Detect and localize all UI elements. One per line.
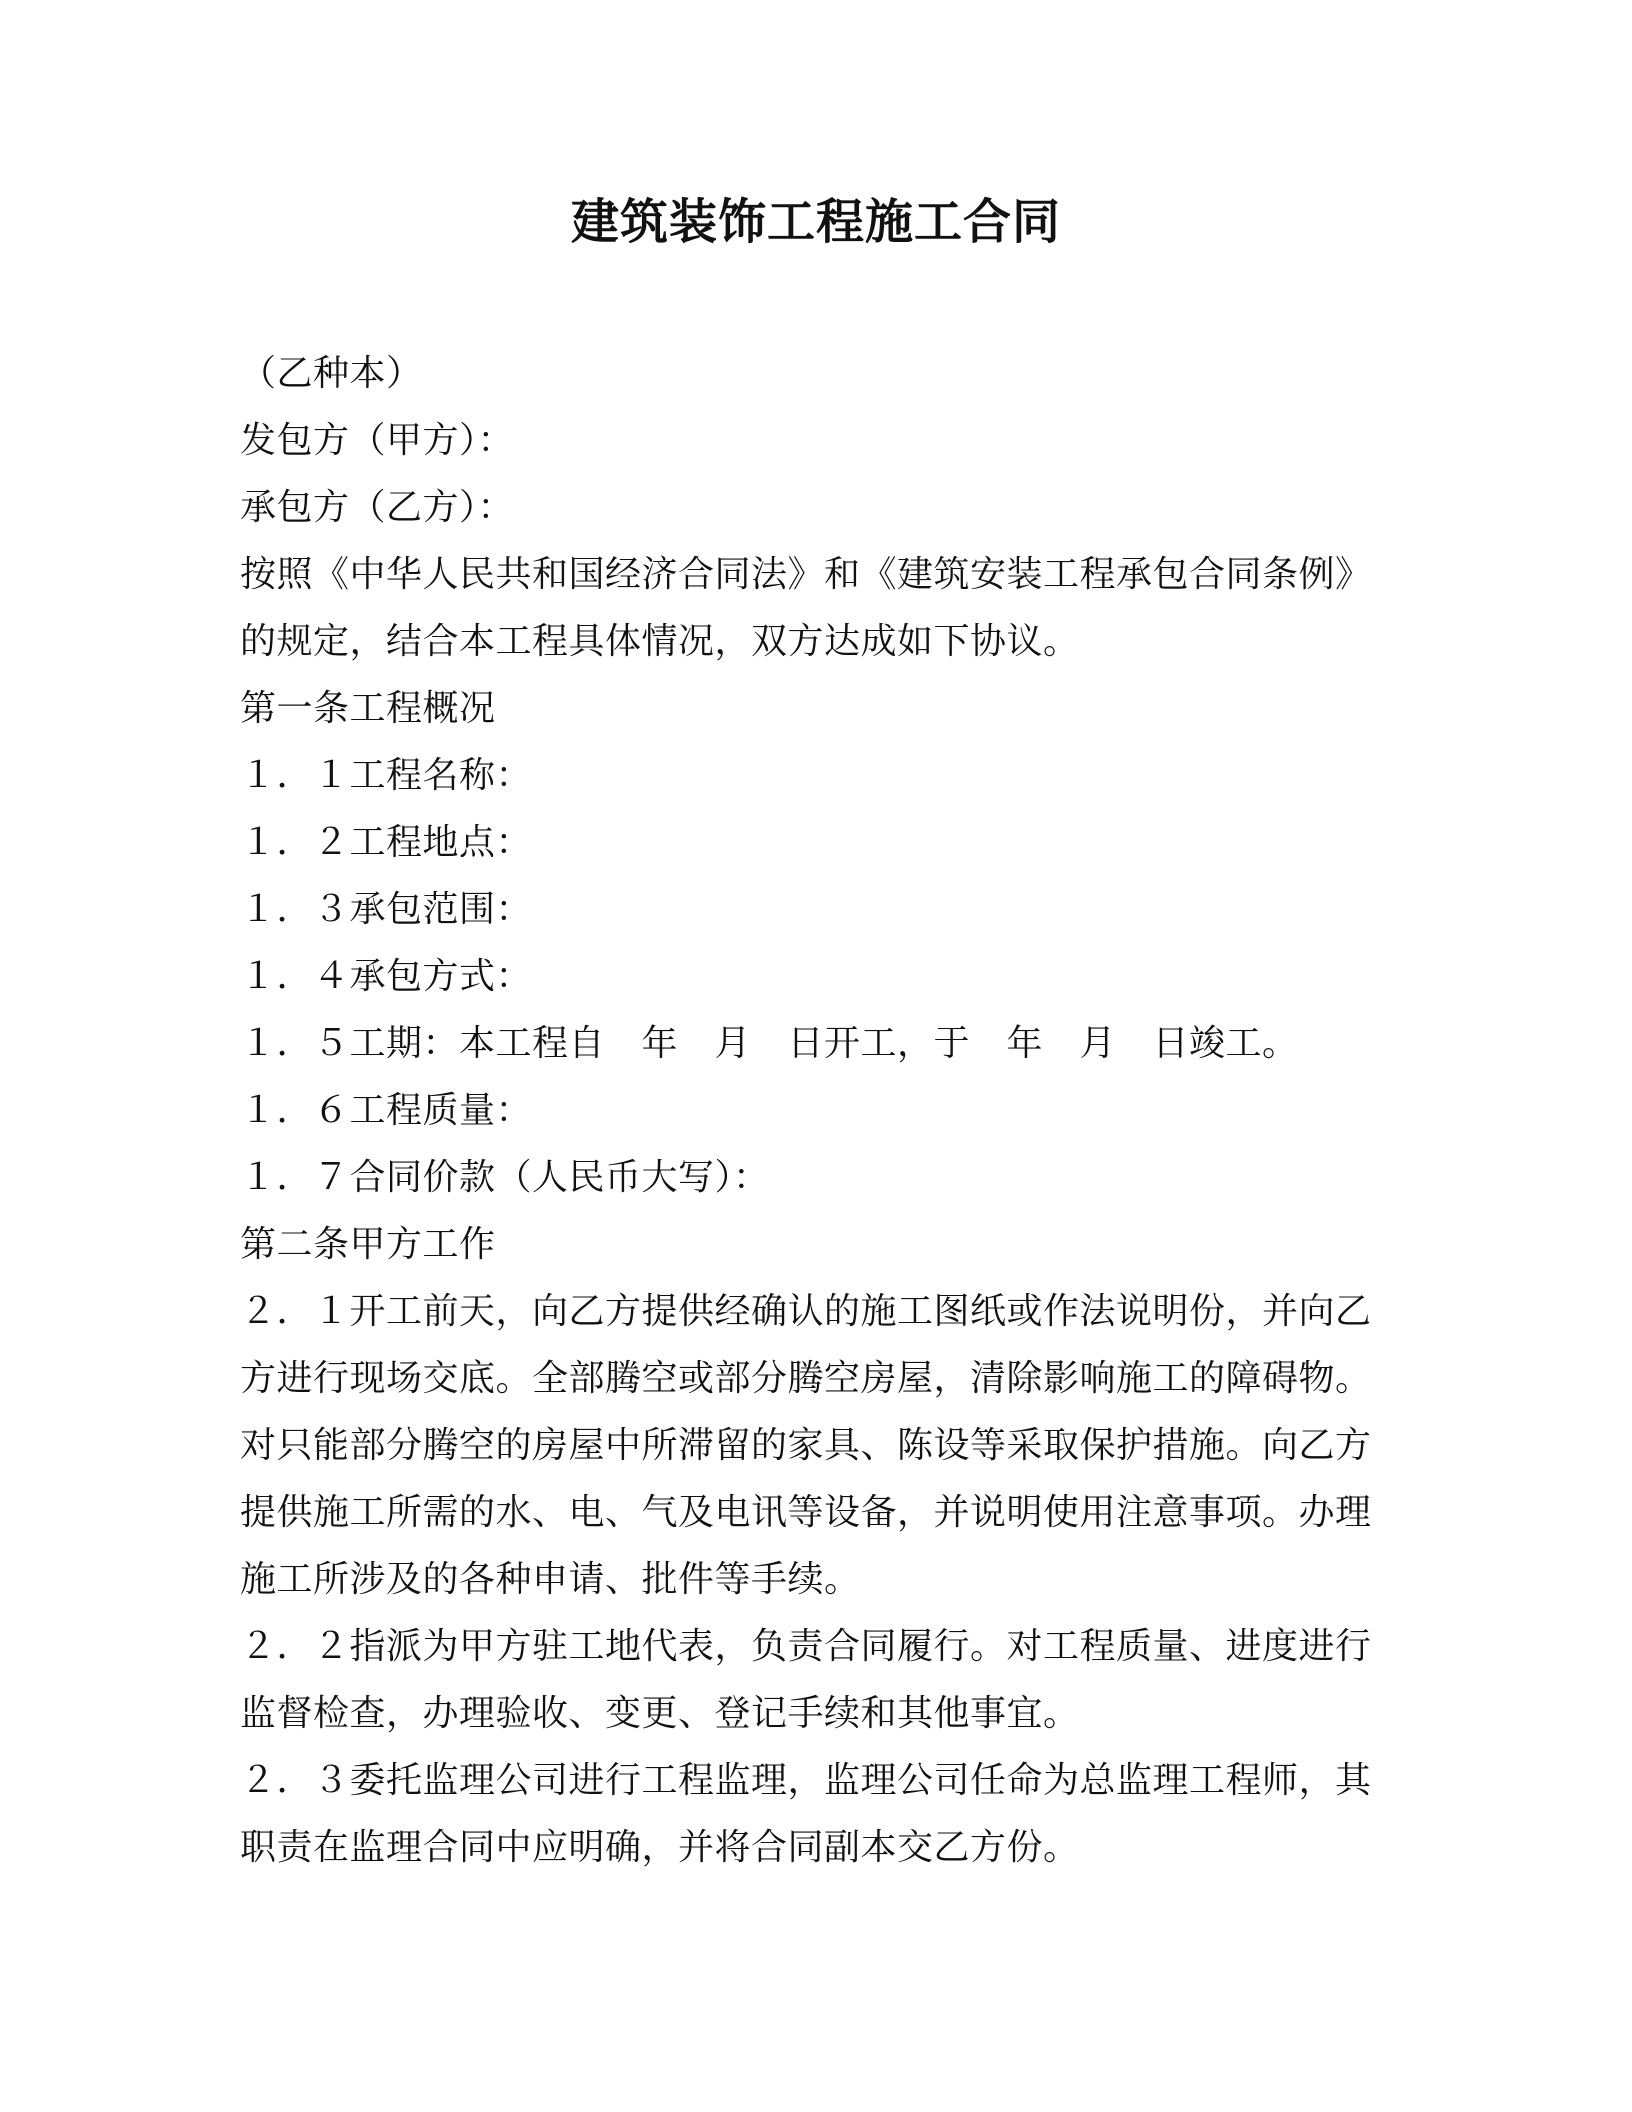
clause-2-1-continued: 对只能部分腾空的房屋中所滞留的家具、陈设等采取保护措施。向乙方 [240,1425,1372,1466]
clause-1-6: １．６工程质量： [240,1090,533,1131]
text-line-preamble: 按照《中华人民共和国经济合同法》和《建筑安装工程承包合同条例》 [240,554,1372,595]
text-line-version: （乙种本） [240,353,423,394]
clause-1-3: １．３承包范围： [240,889,533,930]
text-line-preamble: 的规定，结合本工程具体情况，双方达成如下协议。 [240,621,1080,662]
clause-2-1-continued: 方进行现场交底。全部腾空或部分腾空房屋，清除影响施工的障碍物。 [240,1358,1372,1399]
clause-1-5: １．５工期：本工程自 年 月 日开工，于 年 月 日竣工。 [240,1023,1299,1064]
clause-2-1-continued: 提供施工所需的水、电、气及电讯等设备，并说明使用注意事项。办理 [240,1492,1372,1533]
clause-1-1: １．１工程名称： [240,755,533,796]
text-line-party-a: 发包方（甲方）： [240,420,515,461]
section-heading-1: 第一条工程概况 [240,688,496,729]
document-body [240,340,1392,1881]
clause-2-3: ２．３委托监理公司进行工程监理，监理公司任命为总监理工程师，其 [240,1760,1372,1801]
clause-2-3-continued: 职责在监理合同中应明确，并将合同副本交乙方份。 [240,1827,1080,1868]
clause-2-2: ２．２指派为甲方驻工地代表，负责合同履行。对工程质量、进度进行 [240,1626,1372,1667]
clause-2-1-continued: 施工所涉及的各种申请、批件等手续。 [240,1559,861,1600]
clause-2-2-continued: 监督检查，办理验收、变更、登记手续和其他事宜。 [240,1693,1080,1734]
clause-1-7: １．７合同价款（人民币大写）： [240,1157,770,1198]
clause-1-4: １．４承包方式： [240,956,533,997]
clause-1-2: １．２工程地点： [240,822,533,863]
document-title: 建筑装饰工程施工合同 [570,194,1061,250]
section-heading-2: 第二条甲方工作 [240,1224,496,1265]
clause-2-1: ２．１开工前天，向乙方提供经确认的施工图纸或作法说明份，并向乙 [240,1291,1372,1332]
text-line-party-b: 承包方（乙方）： [240,487,515,528]
